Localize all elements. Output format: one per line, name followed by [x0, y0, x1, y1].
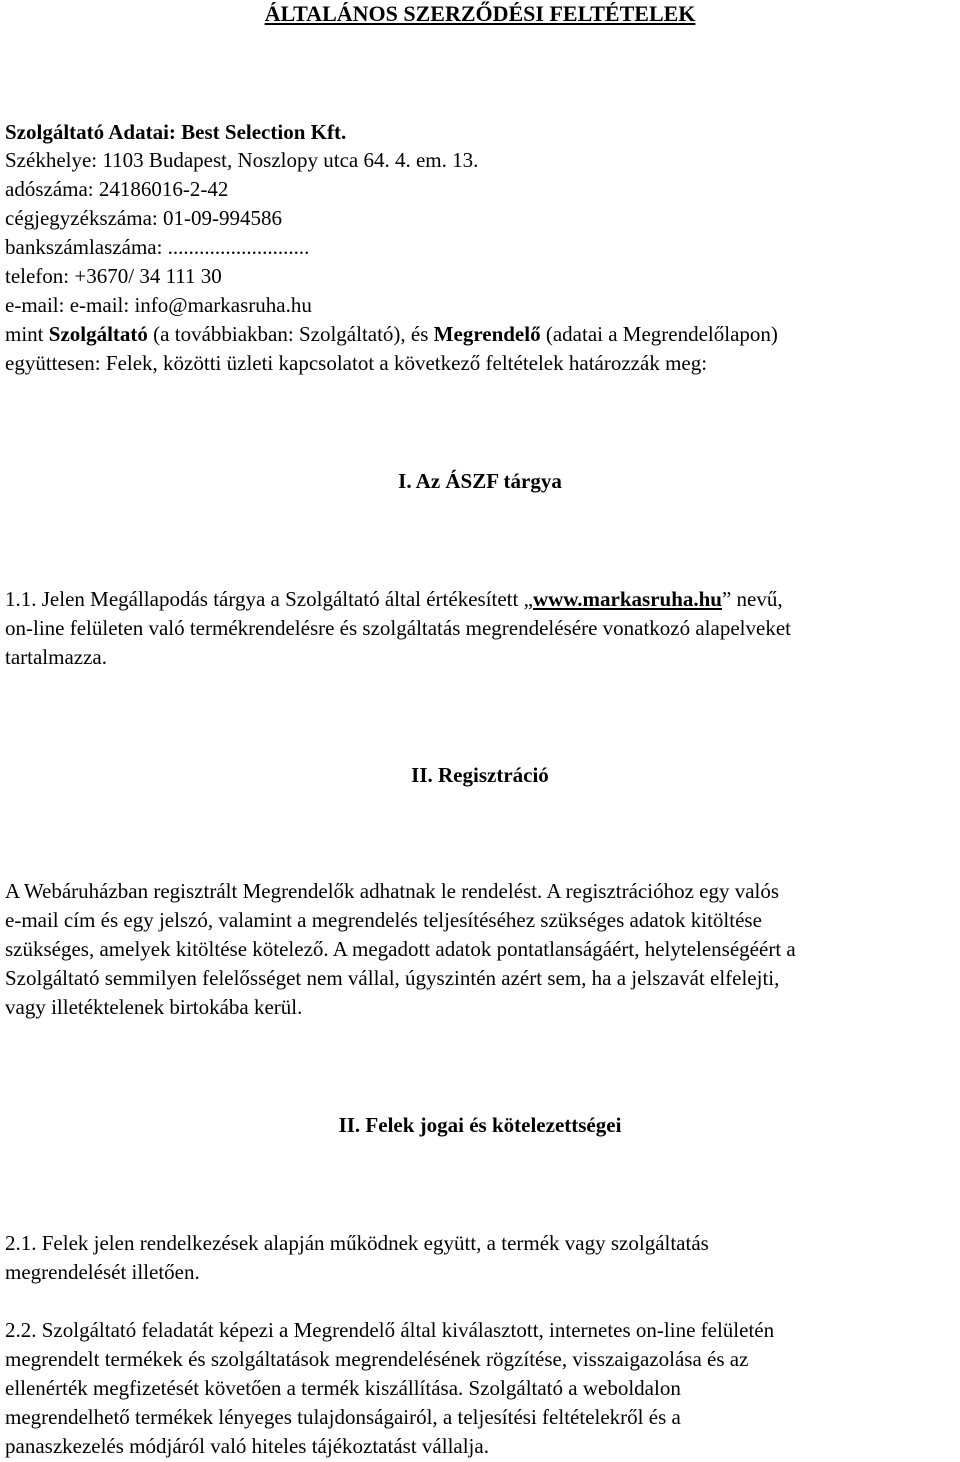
clause-2-2-line: 2.2. Szolgáltató feladatát képezi a Megrendelő által kiválasztott, internetes on-line felületén — [5, 1318, 775, 1342]
clause-2-1-line: 2.1. Felek jelen rendelkezések alapján működnek együtt, a termék vagy szolgáltatás — [5, 1231, 709, 1255]
clause-2-2-line: megrendelhető termékek lényeges tulajdonságairól, a teljesítési feltételekről és a — [5, 1405, 681, 1429]
section-2-line: Szolgáltató semmilyen felelősséget nem vállal, úgyszintén azért sem, ha a jelszavát elfelejti, — [5, 966, 780, 990]
provider-email: e-mail: e-mail: info@markasruha.hu — [5, 293, 312, 317]
clause-2-2-line: ellenérték megfizetését követően a termék kiszállítása. Szolgáltató a weboldalon — [5, 1376, 681, 1400]
document-title: ÁLTALÁNOS SZERZŐDÉSI FELTÉTELEK — [264, 1, 696, 26]
provider-tax-number: adószáma: 24186016-2-42 — [5, 177, 229, 201]
section-2-line: vagy illetéktelenek birtokába kerül. — [5, 995, 303, 1019]
section-3-heading: II. Felek jogai és kötelezettségei — [338, 1113, 622, 1137]
section-1-paragraph-line-3: tartalmazza. — [5, 645, 108, 669]
section-2-line: e-mail cím és egy jelszó, valamint a megrendelés teljesítéséhez szükséges adatok kitöltése — [5, 908, 762, 932]
intro-line-1 — [5, 320, 778, 348]
website-link[interactable]: www.markasruha.hu — [532, 587, 722, 611]
intro-line-2: együttesen: Felek, közötti üzleti kapcsolatot a következő feltételek határozzák meg: — [5, 351, 708, 375]
section-1-paragraph-line-2: on-line felületen való termékrendelésre és szolgáltatás megrendelésére vonatkozó alapelveket — [5, 616, 791, 640]
clause-2-1-line: megrendelését illetően. — [5, 1260, 200, 1284]
clause-2-2-line: megrendelt termékek és szolgáltatások megrendelésének rögzítése, visszaigazolása és az — [5, 1347, 749, 1371]
intro-text: mint — [5, 322, 49, 346]
intro-text: (a továbbiakban: Szolgáltató), és — [147, 322, 434, 346]
intro-provider-term: Szolgáltató — [48, 322, 148, 346]
section-2-heading: II. Regisztráció — [411, 763, 549, 787]
intro-customer-term: Megrendelő — [433, 322, 541, 346]
provider-heading: Szolgáltató Adatai: Best Selection Kft. — [5, 120, 347, 144]
provider-seat: Székhelye: 1103 Budapest, Noszlopy utca 64. 4. em. 13. — [5, 148, 479, 172]
provider-bank-account: bankszámlaszáma: ........................... — [5, 235, 310, 259]
paragraph-text: 1.1. Jelen Megállapodás tárgya a Szolgáltató által értékesített „ — [5, 587, 533, 611]
section-2-line: A Webáruházban regisztrált Megrendelők adhatnak le rendelést. A regisztrációhoz egy valós — [5, 879, 780, 903]
intro-text: (adatai a Megrendelőlapon) — [540, 322, 778, 346]
provider-phone: telefon: +3670/ 34 111 30 — [5, 264, 222, 288]
paragraph-text: ” nevű, — [721, 587, 783, 611]
section-1-heading: I. Az ÁSZF tárgya — [398, 469, 562, 493]
section-1-paragraph-line-1 — [5, 585, 783, 613]
clause-2-2-line: panaszkezelés módjáról való hiteles tájékoztatást vállalja. — [5, 1434, 489, 1458]
provider-company-registration: cégjegyzékszáma: 01-09-994586 — [5, 206, 282, 230]
section-2-line: szükséges, amelyek kitöltése kötelező. A megadott adatok pontatlanságáért, helytelenségéért a — [5, 937, 796, 961]
